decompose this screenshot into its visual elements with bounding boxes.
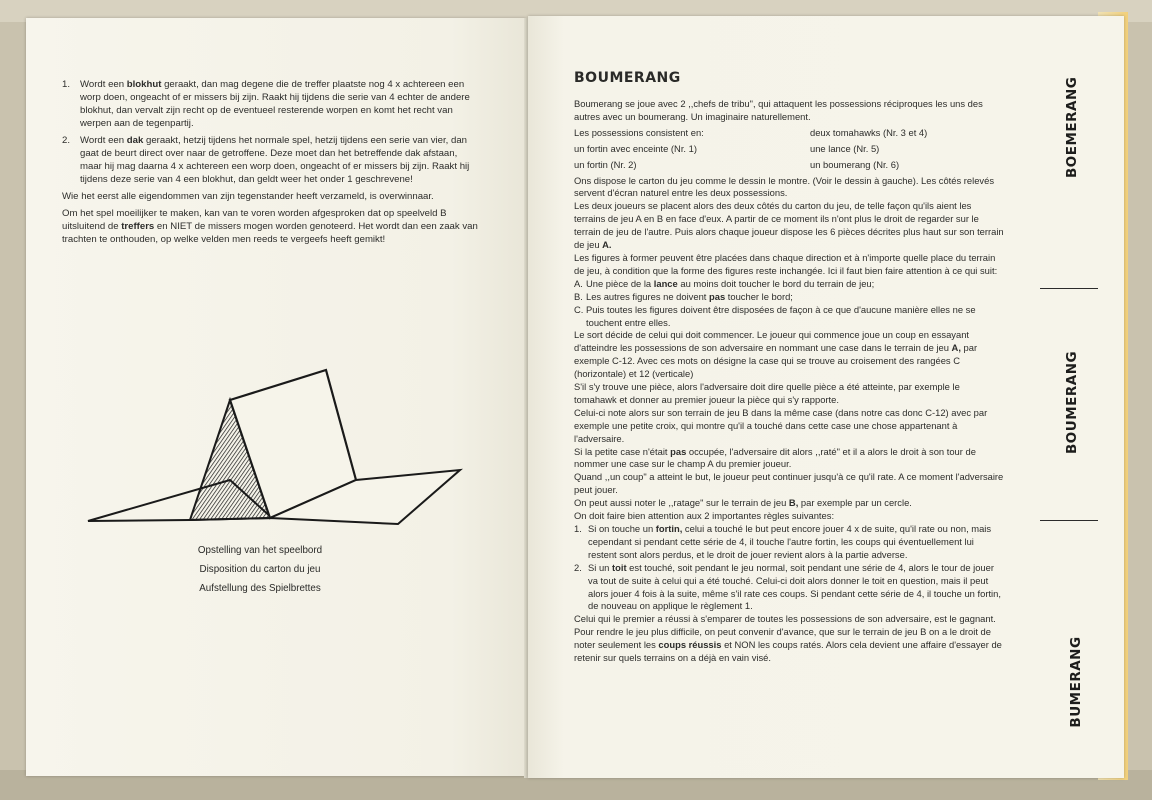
rule-b-keyword: pas [709, 290, 726, 302]
players-paragraph [574, 200, 1004, 252]
start-keyword: A, [951, 342, 961, 354]
start-paragraph [574, 329, 1004, 381]
harder-variant-text: Om het spel moeilijker te maken, kan van te voren worden afgesproken dat op speelveld B uitsluitend de [62, 208, 447, 232]
right-page-text [574, 98, 1004, 665]
rule-b-text-rest: toucher le bord; [725, 290, 793, 302]
possession-fortin-enceinte: un fortin avec enceinte (Nr. 1) [574, 142, 697, 154]
rule-item-1 [62, 78, 480, 130]
harder-fr-keyword: coups réussis [658, 639, 722, 651]
harder-paragraph-fr [574, 626, 1004, 665]
winner-paragraph: Wie het eerst alle eigendommen van zijn tegenstander heeft verzameld, is overwinnaar. [62, 191, 434, 202]
rule-item-1-text-rest: geraakt, dan mag degene die de treffer plaatste nog 4 x achtereen een worp doen, ongeacht of er missers bij zijn. Raakt hij tijdens die serie van 4 echter de andere blokhut, dan vervalt zijn recht op de eventueel resterende worpen en komt het recht van werpen aan de tegenpartij. [80, 79, 470, 129]
page-title: BOUMERANG [574, 70, 681, 86]
possession-boumerang: un boumerang (Nr. 6) [810, 158, 900, 170]
start-text: Le sort décide de celui qui doit commencer. Le joueur qui commence joue un coup en essayant d'atteindre les possessions de son adversaire en nommant une case dans le terrain de jeu [574, 329, 970, 354]
ratage-paragraph [574, 497, 1004, 510]
rule-item-2-number: 2. [62, 135, 71, 146]
tab-boemerang: BOEMERANG [1064, 76, 1080, 178]
important-rule-1-keyword: fortin, [655, 523, 683, 534]
rule-a-text-rest: au moins doit toucher le bord du terrain de jeu; [677, 277, 875, 289]
left-page-text [62, 78, 480, 250]
important-rule-2-text-rest: est touché, soit pendant le jeu normal, soit pendant une série de 4, alors le tour de jouer va tout de suite à celui qui a été touché. Celui-ci doit alors donner le toit en question, mais il peut alors jouer 4 fois à la suite, même s'il rate ces coups. Si pendant cette série de 4, il touche un fortin, de nouveau on applique le règlement 1. [588, 561, 1001, 612]
rule-c-text: Puis toutes les figures doivent être disposées de façon à ce que d'aucune manière elles ne se touchent entre elles. [586, 303, 976, 328]
rule-b-text: Les autres figures ne doivent [586, 290, 709, 302]
start-text-rest: par exemple C-12. Avec ces mots on désigne la case qui se trouve au croisement des rangées C (horizontale) et 12 (verticale) [574, 342, 978, 380]
rule-b [574, 291, 1004, 304]
important-rule-2-keyword: toit [611, 561, 627, 573]
hit-paragraph: S'il s'y trouve une pièce, alors l'adversaire doit dire quelle pièce a été atteinte, par exemple le tomahawk et donner au premier joueur la pièce qui s'y rapporte. [574, 381, 960, 405]
tab-bumerang: BUMERANG [1068, 636, 1084, 728]
harder-variant-text-rest: en NIET de missers mogen worden genoteerd. Het wordt dan een zaak van trachten te onthouden, op welke velden men reeds te vergeefs heeft gemikt! [62, 221, 478, 245]
rule-item-2 [62, 134, 480, 186]
rule-b-letter: B. [574, 290, 583, 302]
ratage-keyword: B, [788, 497, 799, 509]
miss-text-rest: occupée, l'adversaire dit alors ,,raté" et il a alors le droit à son tour de nommer une case sur le champ A du premier joueur. [574, 445, 976, 470]
important-rule-2 [574, 562, 1004, 614]
rule-item-2-keyword: dak [126, 135, 144, 146]
important-rule-1-text-rest: celui a touché le but peut encore jouer 4 x de suite, qu'il rate ou non, mais cependant si pendant cette série de 4, il touche l'autre fortin, les coups qui éventuellement lui restent sont alors perdus, et le droit de jouer revient alors à la partie adverse. [588, 523, 992, 560]
harder-variant-paragraph [62, 207, 480, 246]
figures-paragraph: Les figures à former peuvent être placées dans chaque direction et à n'importe quelle place du terrain de jeu, à condition que la forme des figures reste inchangée. Ici il faut bien faire attention à ce qui suit: [574, 251, 998, 276]
rule-c-letter: C. [574, 303, 584, 315]
rule-a-keyword: lance [653, 277, 678, 289]
important-rule-2-number: 2. [574, 561, 582, 573]
winner-paragraph-fr: Celui qui le premier a réussi à s'emparer de toutes les possessions de son adversaire, est le gagnant. [574, 613, 996, 625]
important-rule-1-text: Si on touche un [588, 523, 656, 534]
possessions-row-3 [574, 159, 1004, 172]
setup-paragraph: Ons dispose le carton du jeu comme le dessin le montre. (Voir le dessin à gauche). Les côtés relevés servent d'écran naturel entre les deux possessions. [574, 174, 995, 199]
harder-variant-keyword: treffers [121, 221, 155, 232]
rule-c [574, 304, 1004, 330]
rule-item-1-number: 1. [62, 79, 71, 90]
rule-item-2-text: Wordt een [80, 135, 127, 146]
harder-fr-text: Pour rendre le jeu plus difficile, on peut convenir d'avance, que sur le terrain de jeu B on a le droit de noter seulement les [574, 626, 991, 651]
tab-boumerang: BOUMERANG [1064, 350, 1080, 454]
caption-dutch: Opstelling van het speelbord [197, 545, 323, 556]
rule-a [574, 278, 1004, 291]
miss-paragraph [574, 446, 1004, 472]
tab-divider-2 [1040, 520, 1098, 521]
possession-lance: une lance (Nr. 5) [810, 142, 880, 154]
rule-a-letter: A. [574, 277, 583, 289]
ratage-text: On peut aussi noter le ,,ratage" sur le terrain de jeu [574, 497, 789, 509]
players-keyword: A. [602, 239, 612, 251]
caption-french: Disposition du carton du jeu [199, 564, 321, 575]
rule-item-2-text-rest: geraakt, hetzij tijdens het normale spel, hetzij tijdens een serie van vier, dan gaat de beurt direct over naar de getroffene. Deze moet dan het betreffende dak afstaan, maar hij mag daarna 4 x achtereen een worp doen, ongeacht of er missers bij zijn. Raakt hij tijdens deze serie van 4 een blokhut, dan geldt weer het onder 1 geschrevene! [80, 135, 470, 185]
attention-paragraph: On doit faire bien attention aux 2 importantes règles suivantes: [574, 510, 835, 522]
ratage-text-rest: par exemple par un cercle. [798, 497, 912, 509]
rule-item-1-text: Wordt een [80, 79, 127, 90]
players-text: Les deux joueurs se placent alors des deux côtés du carton du jeu, de telle façon qu'ils aient les terrains de jeu A en B en face d'eux. A partir de ce moment ils n'ont plus le droit de regarder sur le terrain de jeu de l'autre. Puis alors chaque joueur dispose les 6 pièces décrites plus haut sur son terrain de jeu [574, 200, 1004, 251]
miss-text: Si la petite case n'était [574, 445, 671, 457]
illustration-caption [130, 541, 390, 598]
intro-paragraph: Boumerang se joue avec 2 ,,chefs de tribu", qui attaquent les possessions réciproques les uns des autres avec un boumerang. Un imaginaire naturellement. [574, 98, 983, 122]
possessions-row-2 [574, 143, 1004, 156]
possession-tomahawks: deux tomahawks (Nr. 3 et 4) [810, 126, 928, 138]
important-rule-2-text: Si un [588, 561, 612, 573]
rule-a-text: Une pièce de la [586, 277, 654, 289]
caption-german: Aufstellung des Spielbrettes [199, 583, 321, 594]
possessions-intro: Les possessions consistent en: [574, 126, 704, 138]
important-rule-1 [574, 523, 1004, 562]
miss-keyword: pas [670, 445, 687, 457]
rule-item-1-keyword: blokhut [126, 79, 162, 90]
game-board-illustration [80, 360, 480, 540]
possessions-row-1 [574, 127, 1004, 140]
tab-divider-1 [1040, 288, 1098, 289]
coup-paragraph: Quand ,,un coup" a atteint le but, le joueur peut continuer jusqu'à ce qu'il rate. A ce moment l'adversaire peut jouer. [574, 471, 1004, 496]
harder-fr-text-rest: et NON les coups ratés. Alors cela devient une affaire d'essayer de retenir sur quels terrains on a déjà en vain visé. [574, 639, 1002, 664]
note-paragraph: Celui-ci note alors sur son terrain de jeu B dans la même case (dans notre cas donc C-12) avec par exemple une petite croix, qui montre qu'il a touché dans cette case une chose appartenant à l'adversaire. [574, 406, 988, 444]
important-rule-1-number: 1. [574, 523, 582, 534]
possession-fortin: un fortin (Nr. 2) [574, 158, 637, 170]
